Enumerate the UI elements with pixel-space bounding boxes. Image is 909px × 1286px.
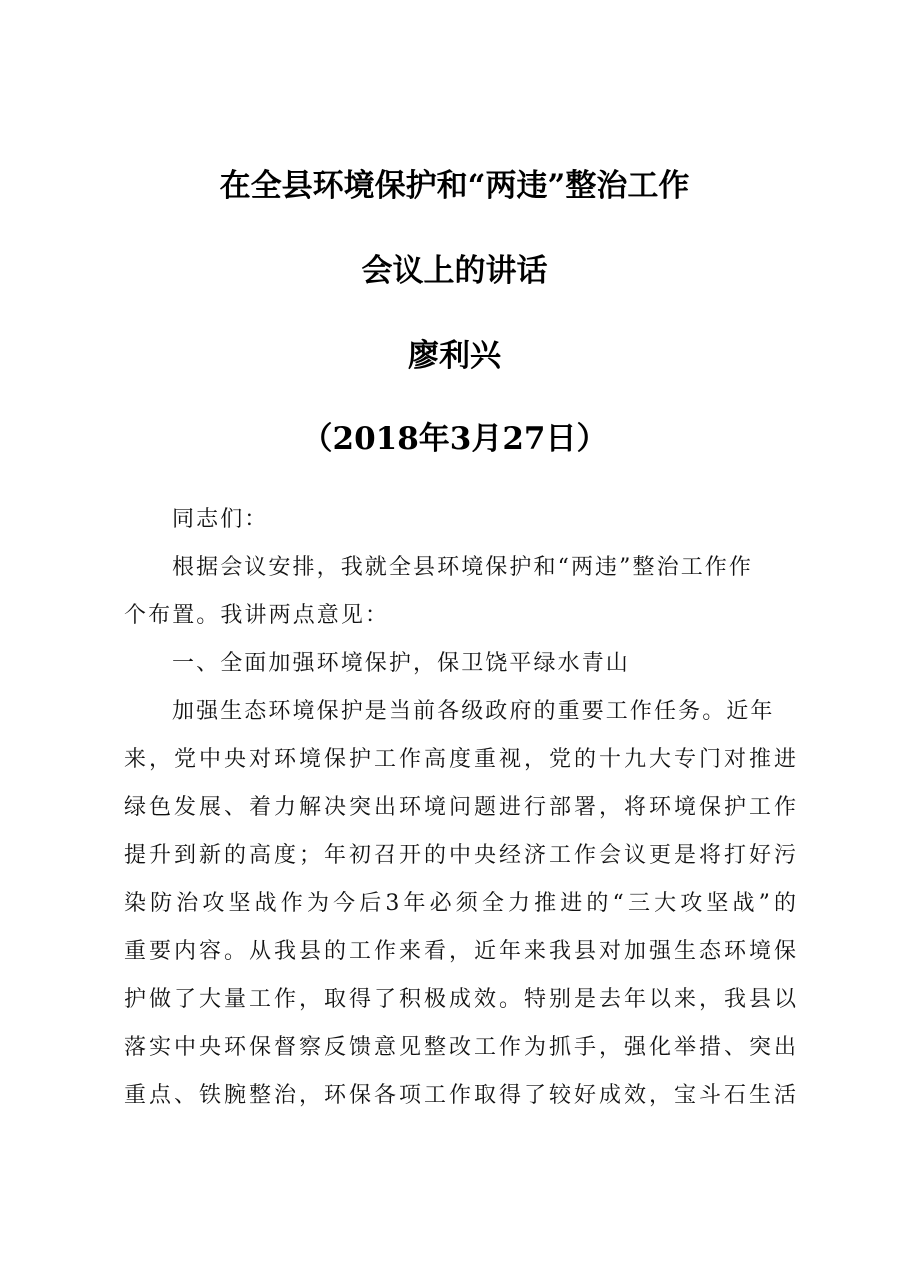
- paragraph-line: 提升到新的高度；年初召开的中央经济工作会议更是将打好污: [124, 843, 796, 868]
- paragraph-line: 根据会议安排，我就全县环境保护和“两违”整治工作作: [172, 555, 753, 580]
- paragraph-line: 落实中央环保督察反馈意见整改工作为抓手，强化举措、突出: [124, 1035, 796, 1060]
- paragraph-line: 个布置。我讲两点意见：: [124, 603, 390, 628]
- paragraph-line: 重要内容。从我县的工作来看，近年来我县对加强生态环境保: [124, 939, 796, 964]
- speaker-name: 廖利兴: [408, 338, 501, 374]
- paragraph-line: 来，党中央对环境保护工作高度重视，党的十九大专门对推进: [124, 747, 796, 772]
- title-line-2: 会议上的讲话: [361, 253, 548, 289]
- greeting: 同志们：: [172, 507, 269, 532]
- title-line-1: 在全县环境保护和“两违”整治工作: [219, 168, 690, 204]
- paragraph-line: 染防治攻坚战作为今后3年必须全力推进的“三大攻坚战”的: [124, 891, 796, 916]
- paragraph-line: 加强生态环境保护是当前各级政府的重要工作任务。近年: [172, 699, 775, 724]
- paragraph-line: 重点、铁腕整治，环保各项工作取得了较好成效，宝斗石生活: [124, 1083, 796, 1108]
- speech-date: （2018年3月27日）: [301, 421, 608, 457]
- paragraph-line: 护做了大量工作，取得了积极成效。特别是去年以来，我县以: [124, 987, 796, 1012]
- paragraph-line: 绿色发展、着力解决突出环境问题进行部署，将环境保护工作: [124, 795, 796, 820]
- section-heading: 一、全面加强环境保护，保卫饶平绿水青山: [172, 651, 630, 676]
